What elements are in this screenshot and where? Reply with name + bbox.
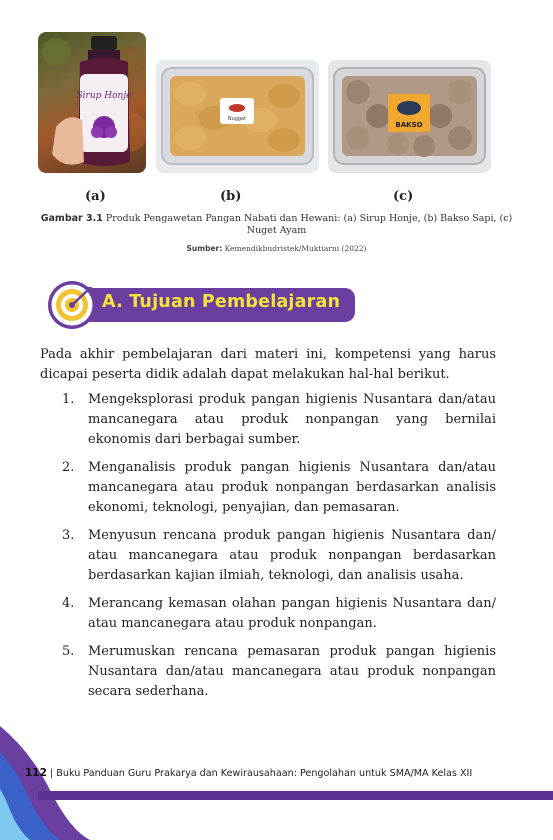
objective-text: Menganalisis produk pangan higienis Nusantara dan/atau mancanegara atau produk nonpangan berdasarkan analisis ekonomi, teknologi, penyajian, dan pemasaran.: [88, 460, 496, 515]
figure-label-c: (c): [393, 189, 414, 204]
sirup-label: Sirup Honje: [76, 91, 132, 101]
sirup-bottle-illustration: [38, 32, 146, 173]
figure-label-b: (b): [220, 189, 242, 204]
source-text: Kemendikbudristek/Muktiarni (2022): [224, 244, 367, 253]
objective-text: Mengeksplorasi produk pangan higienis Nusantara dan/atau mancanegara atau produk nonpangan yang bernilai ekonomis dari berbagai sumber.: [88, 392, 496, 447]
nugget-label: Nugget: [227, 116, 247, 122]
objective-item: [62, 458, 496, 518]
footer-book-title: | Buku Panduan Guru Prakarya dan Kewirausahaan: Pengolahan untuk SMA/MA Kelas XII: [50, 768, 473, 779]
page-number: 112: [25, 767, 47, 779]
target-icon: [48, 281, 96, 329]
figure-source: [40, 244, 513, 253]
caption-text: Produk Pengawetan Pangan Nabati dan Hewani: (a) Sirup Honje, (b) Bakso Sapi, (c) Nuget Ayam: [105, 213, 513, 236]
caption-prefix: Gambar 3.1: [40, 213, 103, 224]
figure-label-a: (a): [85, 189, 106, 204]
intro-paragraph: Pada akhir pembelajaran dari materi ini, kompetensi yang harus dicapai peserta didik adalah dapat melakukan hal-hal berikut.: [40, 347, 496, 382]
objective-number: 2.: [62, 460, 75, 475]
figure-caption: [40, 213, 513, 237]
nugget-box-illustration: [156, 60, 319, 173]
objective-text: Merancang kemasan olahan pangan higienis Nusantara dan/ atau mancanegara atau produk nonpangan.: [88, 596, 496, 631]
objective-text: Merumuskan rencana pemasaran produk pangan higienis Nusantara dan/atau mancanegara atau produk nonpangan secara sederhana.: [88, 644, 496, 699]
photo-bakso: [328, 60, 491, 173]
photo-nugget: [156, 60, 319, 173]
objective-text: Menyusun rencana produk pangan higienis Nusantara dan/ atau mancanegara atau produk nonpangan berdasarkan berdasarkan kajian ilmiah, teknologi, dan analisis usaha.: [88, 528, 496, 583]
photo-sirup-honje: [38, 32, 146, 173]
bakso-label: BAKSO: [395, 121, 423, 129]
objective-number: 4.: [62, 596, 75, 611]
objective-number: 1.: [62, 392, 75, 407]
section-title: A. Tujuan Pembelajaran: [102, 292, 341, 312]
footer-bar: [38, 791, 553, 800]
objectives-list: [62, 390, 496, 710]
objective-item: [62, 642, 496, 702]
objective-item: [62, 594, 496, 634]
objective-number: 3.: [62, 528, 75, 543]
objective-item: [62, 526, 496, 586]
objective-number: 5.: [62, 644, 75, 659]
objective-item: [62, 390, 496, 450]
source-prefix: Sumber:: [186, 244, 223, 253]
bakso-box-illustration: [328, 60, 491, 173]
